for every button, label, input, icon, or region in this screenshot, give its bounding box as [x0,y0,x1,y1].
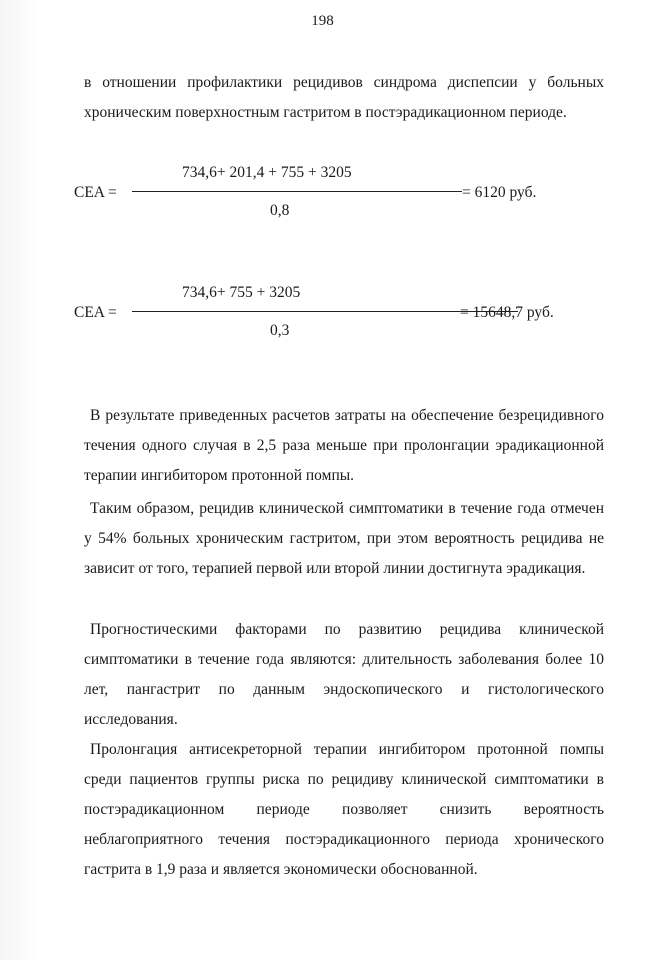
paragraph-conclusion: Таким образом, рецидив клинической симптоматики в течение года отмечен у 54% больных хроническим гастритом, при этом вероятность рецидива не зависит от того, терапией первой или второй линии достигнута эрадикация. [84,500,604,577]
formula-1-lhs: CEA = [74,184,117,201]
formula-1-numerator: 734,6+ 201,4 + 755 + 3205 [182,164,352,181]
formula-1 [70,164,610,244]
formula-2-denominator: 0,3 [270,322,290,339]
paragraph-prolongation: Пролонгация антисекреторной терапии ингибитором протонной помпы среди пациентов группы риска по рецидиву клинической симптоматики в постэрадикационном периоде позволяет снизить вероятность неблагоприятного течения постэрадикационного периода хронического гастрита в 1,9 раза и является экономически обоснованной. [84,741,604,878]
formula-2-lhs: CEA = [74,304,117,321]
intro-paragraph: в отношении профилактики рецидивов синдрома диспепсии у больных хроническим поверхностным гастритом в постэрадикационном периоде. [84,74,604,121]
formula-1-result: = 6120 руб. [462,184,537,201]
formula-1-denominator: 0,8 [270,202,290,219]
formula-2-result: = 15648,7 руб. [460,304,554,321]
formula-1-fraction-bar [132,191,462,192]
formula-2 [70,284,610,364]
formula-2-numerator: 734,6+ 755 + 3205 [182,284,301,301]
paragraph-prognostic-factors: Прогностическими факторами по развитию рецидива клинической симптоматики в течение года являются: длительность заболевания более 10 лет, пангастрит по данным эндоскопического и гистологического исследования. [84,621,604,728]
paragraph-results: В результате приведенных расчетов затраты на обеспечение безрецидивного течения одного случая в 2,5 раза меньше при пролонгации эрадикационной терапии ингибитором протонной помпы. [84,407,604,484]
page-number: 198 [311,13,334,29]
scan-edge-shadow [0,0,40,960]
